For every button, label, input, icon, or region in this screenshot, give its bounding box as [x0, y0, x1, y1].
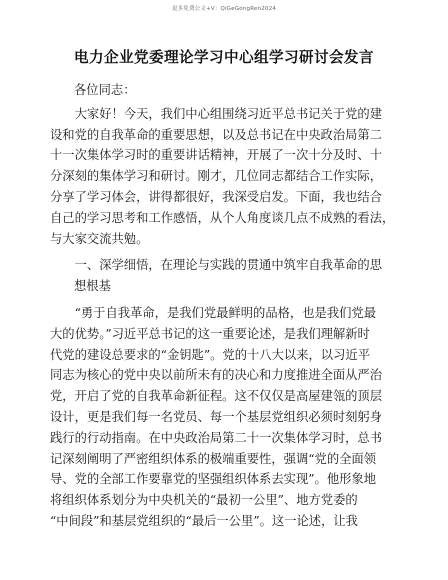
text-line: 设计，更是我们每一名党员、每一个基层党组织必须时刻躬身 — [50, 409, 383, 424]
text-line: 记深刻阐明了严密组织体系的极端重要性，强调“党的全面领 — [50, 451, 377, 466]
watermark: 更多免费公文+V：QiGeGongRen2024 — [171, 6, 277, 12]
heading-line: 一、深学细悟，在理论与实践的贯通中筑牢自我革命的思 — [50, 258, 383, 273]
document-body — [50, 80, 402, 532]
greeting: 各位同志： — [74, 83, 136, 97]
text-line: 将组织体系划分为中央机关的“最初一公里”、地方党委的 — [50, 493, 358, 508]
heading-line: 想根基 — [74, 279, 111, 294]
text-line: “中间段”和基层党组织的“最后一公里”。这一论述，让我 — [50, 513, 358, 528]
text-line: 十一次集体学习时的重要讲话精神，开展了一次十分及时、十 — [50, 148, 383, 163]
text-line: 导、党的全部工作要靠党的坚强组织体系去实现”。他形象地 — [50, 472, 377, 487]
text-line: 代党的建设总要求的“金钥匙”。党的十八大以来，以习近平 — [50, 347, 370, 362]
text-line: 大的优势。”习近平总书记的这一重要论述，是我们理解新时 — [50, 326, 370, 341]
text-line: 设和党的自我革命的重要思想，以及总书记在中央政治局第二 — [50, 127, 383, 142]
text-line: 大家好！今天，我们中心组围绕习近平总书记关于党的建 — [50, 106, 383, 121]
text-line: 分深刻的集体学习和研讨。刚才，几位同志都结合工作实际， — [50, 169, 383, 184]
text-line: 党，开启了党的自我革命新征程。这不仅仅是高屋建瓴的顶层 — [50, 389, 383, 404]
text-line: 分享了学习体会，讲得都很好，我深受启发。下面，我也结合 — [50, 189, 383, 204]
text-line: 与大家交流共勉。 — [50, 231, 149, 246]
text-line: “勇于自我革命，是我们党最鲜明的品格，也是我们党最 — [50, 305, 377, 320]
section-heading-1 — [50, 255, 402, 297]
document-title: 电力企业党委理论学习中心组学习研讨会发言 — [74, 49, 374, 66]
paragraph-intro — [50, 104, 402, 250]
text-line: 践行的行动指南。在中央政治局第二十一次集体学习时，总书 — [50, 430, 383, 445]
text-line: 自己的学习思考和工作感悟，从个人角度谈几点不成熟的看法， — [50, 210, 395, 225]
paragraph-section-1 — [50, 303, 402, 532]
text-line: 同志为核心的党中央以前所未有的决心和力度推进全面从严治 — [50, 368, 383, 383]
